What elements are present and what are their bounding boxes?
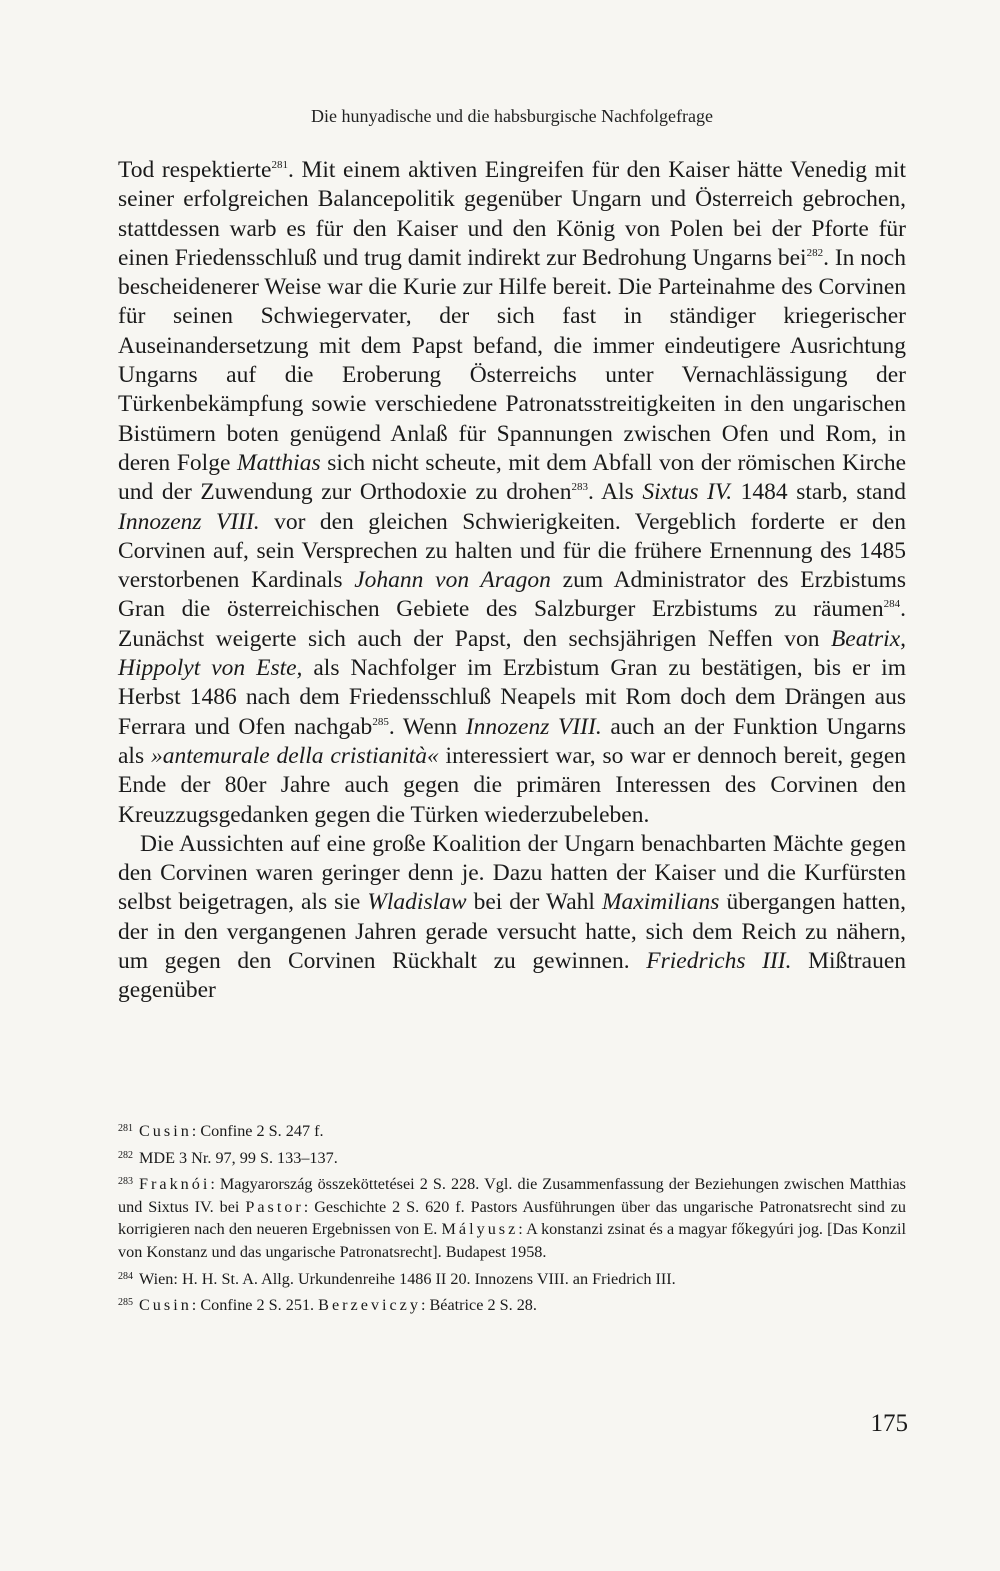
footnote-text: : Béatrice 2 S. 28.: [420, 1296, 537, 1315]
footnote-reference: 285: [372, 715, 389, 728]
italic-name: Innozenz VIII.: [118, 508, 260, 535]
text-run: . Mit einem aktiven Eingreifen für den Kaiser hätte Venedig mit seiner erfolgreichen Balancepolitik gegenüber Ungarn und Österreich gebrochen, stattdessen warb es für den Kaiser und den König von Polen bei der Pforte für einen Friedensschluß und trug damit indirekt zur Bedrohung Ungarns bei: [118, 157, 907, 271]
text-run: Die Aussichten auf eine große Koalition der Ungarn benachbarten Mächte gegen den Corvinen waren geringer denn je. Dazu hatten der Kaiser und die Kurfürsten selbst beigetragen, als sie: [118, 830, 906, 916]
footnote: [118, 1294, 906, 1317]
footnote-reference: 281: [271, 159, 288, 171]
footnote-reference: 282: [806, 246, 824, 259]
footnote: [118, 1173, 906, 1263]
footnote-number: 285: [118, 1297, 133, 1309]
footnote-reference: 283: [571, 481, 588, 494]
text-run: vor den gleichen Schwierigkeiten. Vergeblich forderte er den Corvinen auf, sein Versprechen zu halten und für die frühere Ernennung des 1485 verstorbenen Kardinals: [118, 508, 906, 594]
text-run: sich nicht scheute, mit dem Abfall von der römischen Kirche und der Zuwendung zur Orthodoxie zu drohen: [118, 449, 906, 506]
footnote-number: 282: [118, 1149, 133, 1161]
footnote-text: : Confine 2 S. 247 f.: [191, 1122, 324, 1140]
footnote-text: : Magyarország összeköttetései 2 S. 228. Vgl. die Zusammenfassung der Beziehungen zwischen Matthias und Sixtus IV. bei: [118, 1175, 906, 1216]
text-run: Mißtrauen gegenüber: [118, 948, 906, 1004]
footnote-reference: 284: [883, 598, 901, 611]
text-run: auch an der Funktion Ungarns als: [118, 713, 906, 769]
text-run: als Nachfolger im Erzbistum Gran zu bestätigen, bis er im Herbst 1486 nach dem Friedensschluß Neapels mit Rom doch dem Drängen aus Ferrara und Ofen nachgab: [118, 655, 906, 740]
text-run: übergangen hatten, der in den vergangenen Jahren gerade versucht hatte, sich dem Reich zu nähern, um gegen den Corvinen Rückhalt zu gewinnen.: [118, 889, 906, 975]
italic-name: »antemurale della cristianità«: [150, 742, 439, 769]
text-run: bei der Wahl: [466, 889, 602, 916]
italic-name: Friedrichs III.: [646, 948, 792, 975]
author-name: Berzeviczy: [318, 1296, 421, 1315]
text-run: . Als: [587, 479, 643, 506]
running-head: Die hunyadische und die habsburgische Nachfolgefrage: [310, 106, 714, 126]
text-run: . Zunächst weigerte sich auch der Papst, den sechsjährigen Neffen von: [118, 596, 906, 652]
author-name: Cusin: [139, 1296, 192, 1315]
footnote: [118, 1147, 906, 1170]
italic-name: Matthias: [237, 449, 321, 476]
author-name: Pastor: [245, 1197, 304, 1216]
footnote-text: Wien: H. H. St. A. Allg. Urkundenreihe 1486 II 20. Innozens VIII. an Friedrich III.: [139, 1269, 676, 1288]
footnotes: [118, 1120, 906, 1321]
text-run: . Wenn: [388, 713, 466, 740]
text-run: 1484 starb, stand: [732, 479, 906, 506]
italic-name: Wladislaw: [367, 889, 467, 916]
italic-name: Innozenz VIII.: [465, 713, 602, 740]
footnote-text: : Confine 2 S. 251.: [191, 1296, 319, 1315]
page-number: 175: [870, 1410, 908, 1437]
author-name: Mályusz: [441, 1220, 519, 1239]
author-name: Cusin: [139, 1122, 192, 1140]
footnote-text: : A konstanzi zsinat és a magyar főkegyúri jog. [Das Konzil von Konstanz und das ungarische Patronatsrecht]. Budapest 1958.: [118, 1220, 906, 1261]
footnote-number: 281: [118, 1123, 133, 1134]
text-run: zum Administrator des Erzbistums Gran die österreichischen Gebiete des Salzburger Erzbistums zu räumen: [118, 567, 906, 623]
italic-name: Sixtus IV.: [642, 479, 733, 506]
italic-name: Beatrix, Hippolyt von Este,: [118, 625, 906, 682]
footnote-number: 283: [118, 1176, 133, 1188]
text-run: . In noch bescheidenerer Weise war die Kurie zur Hilfe bereit. Die Parteinahme des Corvinen für seinen Schwiegervater, der sich fast in ständiger kriegerischer Auseinandersetzung mit dem Papst befand, die immer eindeutigere Ausrichtung Ungarns auf die Eroberung Österreichs unter Vernachlässigung der Türkenbekämpfung sowie verschiedene Patronatsstreitigkeiten in den ungarischen Bistümern boten genügend Anlaß für Spannungen zwischen Ofen und Rom, in deren Folge: [118, 244, 906, 476]
paragraph: [118, 830, 906, 1006]
italic-name: Johann von Aragon: [354, 567, 551, 594]
footnote: [118, 1268, 906, 1291]
paragraph: [118, 156, 906, 830]
italic-name: Maximilians: [601, 889, 720, 916]
text-run: Tod respektierte: [118, 157, 272, 183]
text-run: interessiert war, so war er dennoch bereit, gegen Ende der 80er Jahre auch gegen die primären Interessen des Corvinen den Kreuzzugsgedanken gegen die Türken wiederzubeleben.: [118, 742, 907, 828]
footnote: [118, 1120, 906, 1143]
footnote-number: 284: [118, 1270, 133, 1282]
footnote-text: MDE 3 Nr. 97, 99 S. 133–137.: [139, 1148, 338, 1167]
book-page: [118, 100, 906, 1540]
author-name: Fraknói: [139, 1175, 211, 1194]
footnote-text: : Geschichte 2 S. 620 f. Pastors Ausführungen über das ungarische Patronatsrecht sind zu korrigieren nach den neueren Ergebnissen von E.: [118, 1197, 906, 1239]
body-text: [118, 156, 906, 1006]
